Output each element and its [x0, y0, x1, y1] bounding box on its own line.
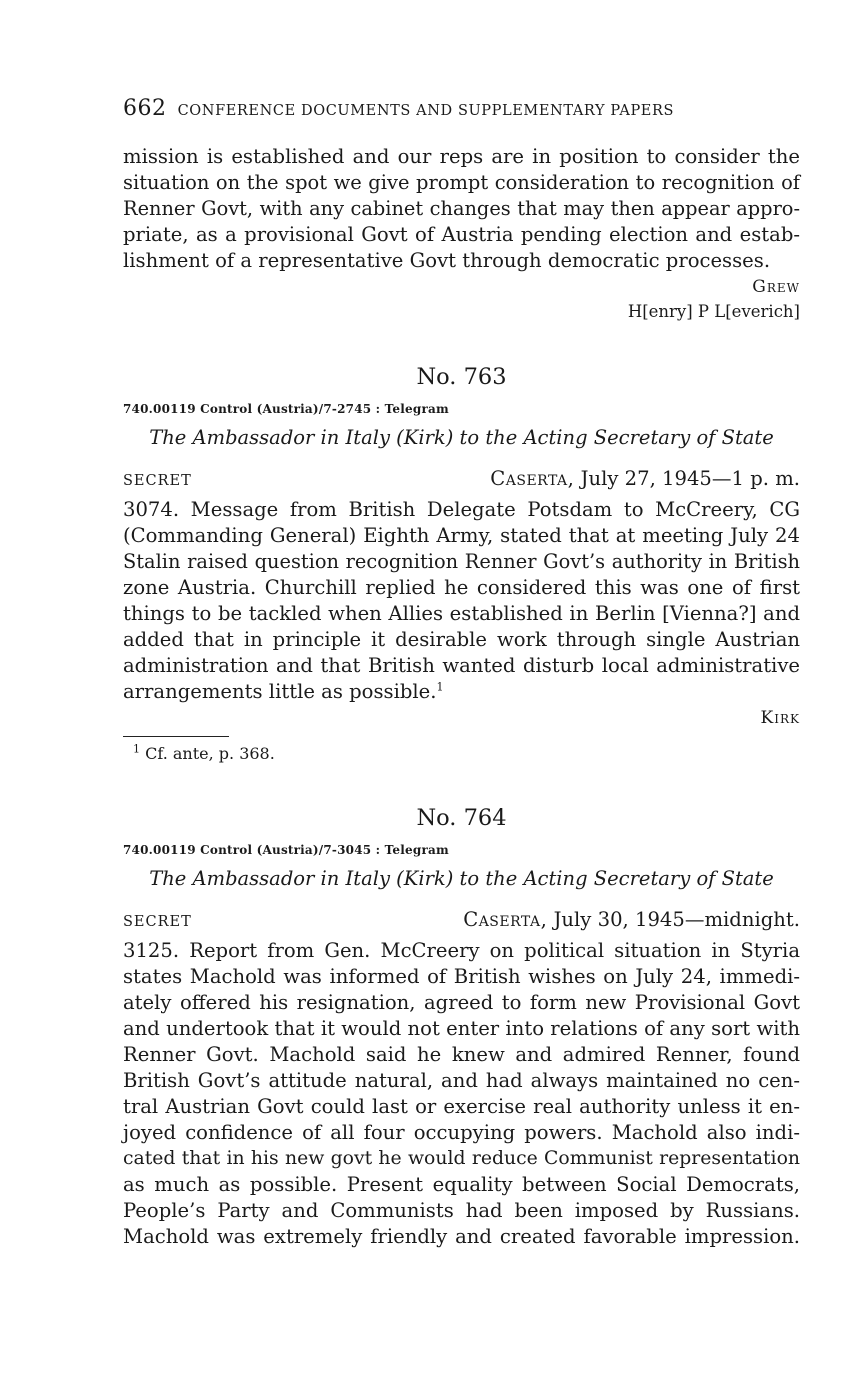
classification-row [123, 467, 800, 495]
text-line: administration and that British wanted disturb local administrative [123, 654, 800, 677]
file-reference: 740.00119 Control (Austria)/7-2745 : Telegram [123, 402, 449, 416]
author-name: Kirk [403, 867, 446, 890]
text-line: Renner Govt, with any cabinet changes that may then appear appro- [123, 197, 800, 220]
text-line: priate, as a provisional Govt of Austria pending election and estab- [123, 223, 800, 246]
text-line: tral Austrian Govt could last or exercise real authority unless it en- [123, 1095, 800, 1118]
file-reference: 740.00119 Control (Austria)/7-3045 : Telegram [123, 843, 449, 857]
author-name: Kirk [403, 426, 446, 449]
signature-kirk: Kirk [760, 708, 800, 728]
text-line: (Commanding General) Eighth Army, stated that at meeting July 24 [123, 524, 800, 547]
document-number: No. 764 [416, 805, 507, 831]
text-line: situation on the spot we give prompt consideration to recognition of [123, 171, 800, 194]
document-heading: The Ambassador in Italy (Kirk) to the Acting Secretary of State [149, 426, 774, 449]
text-line: arrangements little as possible.$^1$ [123, 680, 444, 703]
text-line: People’s Party and Communists had been imposed by Russians. [123, 1199, 800, 1222]
document-number: No. 763 [416, 364, 507, 390]
text-line: mission is established and our reps are in position to consider the [123, 145, 800, 168]
text-line: joyed confidence of all four occupying powers. Machold also indi- [123, 1121, 800, 1144]
text-line: Renner Govt. Machold said he knew and admired Renner, found [123, 1043, 800, 1066]
running-head [123, 96, 800, 124]
text-line: Stalin raised question recognition Renner Govt’s authority in British [123, 550, 800, 573]
text-line: and undertook that it would not enter into relations of any sort with [123, 1017, 800, 1040]
text-line: Machold was extremely friendly and created favorable impression. [123, 1225, 800, 1248]
message-paragraph [123, 938, 800, 1250]
text-line: states Machold was informed of British wishes on July 24, immedi- [123, 965, 800, 988]
classification-label: SECRET [123, 914, 192, 930]
dateline: Caserta, July 30, 1945—midnight. [463, 908, 800, 931]
text-line: lishment of a representative Govt through democratic processes. [123, 249, 771, 272]
signature-grew: Grew [752, 277, 800, 297]
classification-row [123, 908, 800, 936]
signature-leverich: H[enry] P L[everich] [627, 302, 800, 321]
running-head-title: CONFERENCE DOCUMENTS AND SUPPLEMENTARY PAPERS [177, 103, 675, 119]
text-line: zone Austria. Churchill replied he considered this was one of first [123, 576, 800, 599]
dateline: Caserta, July 27, 1945—1 p. m. [490, 467, 800, 490]
text-line: British Govt’s attitude natural, and had always maintained no cen- [123, 1069, 800, 1092]
text-line: as much as possible. Present equality between Social Democrats, [123, 1173, 800, 1196]
text-line: added that in principle it desirable work through single Austrian [123, 628, 800, 651]
document-heading: The Ambassador in Italy (Kirk) to the Acting Secretary of State [149, 867, 774, 890]
message-paragraph [123, 497, 800, 705]
page-number: 662 [123, 96, 167, 121]
intro-paragraph [123, 144, 800, 274]
text-line: cated that in his new govt he would reduce Communist representation [123, 1148, 800, 1169]
footnote: $^1$ Cf. ante, p. 368. [133, 742, 275, 763]
footnote-mark: 1 [436, 680, 444, 694]
text-line: 3074. Message from British Delegate Potsdam to McCreery, CG [123, 498, 800, 521]
text-line: 3125. Report from Gen. McCreery on political situation in Styria [123, 939, 800, 962]
text-line: things to be tackled when Allies established in Berlin [Vienna?] and [123, 602, 800, 625]
classification-label: SECRET [123, 473, 192, 489]
text-line: ately offered his resignation, agreed to form new Provisional Govt [123, 991, 800, 1014]
footnote-rule [123, 736, 229, 737]
